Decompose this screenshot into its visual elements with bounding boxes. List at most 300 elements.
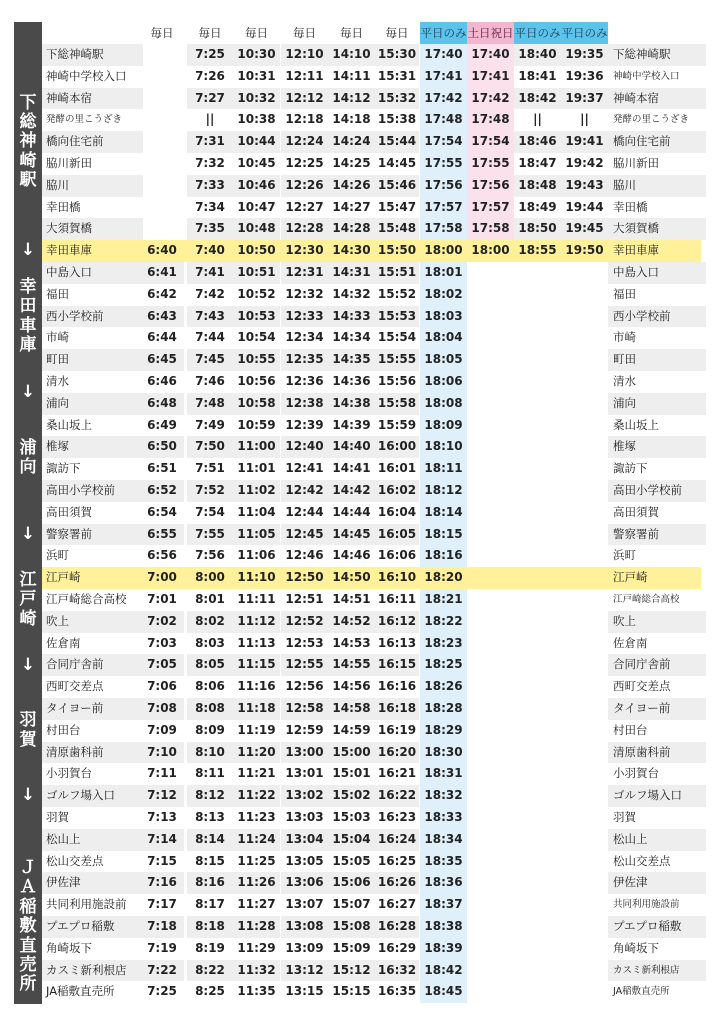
- departure-time: 14:45: [377, 156, 417, 170]
- table-row: [42, 175, 701, 197]
- departure-time: 15:59: [377, 417, 417, 432]
- departure-time: [467, 981, 514, 1003]
- sidebar-label: ↓: [20, 382, 36, 403]
- departure-time: 8:11: [195, 766, 225, 781]
- stop-name: 警察署前: [42, 524, 143, 546]
- table-row: [42, 633, 701, 655]
- departure-time: 7:43: [187, 306, 233, 328]
- departure-time: 19:43: [561, 175, 608, 197]
- departure-time: [467, 676, 514, 698]
- departure-time: 8:10: [187, 742, 233, 764]
- departure-time: 11:02: [233, 480, 280, 502]
- departure-time: [561, 524, 608, 546]
- departure-time: 14:24: [328, 131, 375, 153]
- departure-time: 7:18: [140, 916, 184, 938]
- table-row: [42, 502, 701, 524]
- departure-time: 10:32: [233, 88, 280, 110]
- departure-time: 7:27: [187, 88, 233, 110]
- stop-name: 神崎本宿: [42, 88, 143, 110]
- departure-time: 7:01: [147, 592, 177, 606]
- departure-time: 14:34: [332, 330, 371, 345]
- departure-time: [514, 807, 561, 829]
- stop-name: 高田小学校前: [42, 480, 143, 502]
- departure-time: 17:57: [467, 197, 514, 219]
- departure-time: 19:44: [565, 199, 604, 214]
- departure-time: 16:18: [375, 698, 419, 720]
- departure-time: 11:26: [233, 872, 280, 894]
- departure-time: 18:00: [424, 243, 463, 258]
- departure-time: [514, 371, 561, 393]
- table-row: [42, 981, 701, 1003]
- departure-time: 7:12: [140, 785, 184, 807]
- stop-name: 椎塚: [42, 436, 143, 458]
- departure-time: ||: [580, 112, 589, 127]
- table-row: [42, 960, 701, 982]
- departure-time: 19:45: [561, 218, 608, 240]
- column-header: 毎日: [385, 26, 409, 40]
- column-header: 毎日: [340, 26, 363, 40]
- departure-time: 11:15: [233, 654, 280, 676]
- departure-time: [561, 415, 608, 437]
- sidebar-label: ↓: [20, 523, 36, 544]
- departure-time: 14:50: [332, 570, 371, 585]
- departure-time: 16:15: [375, 654, 419, 676]
- stop-name-right: 角崎坂下: [613, 940, 659, 955]
- departure-time: 11:13: [237, 635, 276, 650]
- departure-time: 12:55: [281, 654, 328, 676]
- departure-time: [514, 262, 561, 284]
- sidebar-label: ↓: [20, 240, 36, 261]
- sidebar-label: 浦 向: [19, 437, 37, 478]
- departure-time: 11:21: [237, 766, 276, 781]
- departure-time: 11:00: [233, 436, 280, 458]
- departure-time: 18:02: [420, 284, 467, 306]
- departure-time: 8:18: [187, 916, 233, 938]
- table-row: [42, 480, 701, 502]
- departure-time: 13:15: [285, 984, 324, 999]
- departure-time: 18:22: [420, 611, 467, 633]
- departure-time: 12:32: [285, 286, 324, 301]
- departure-time: [514, 720, 561, 742]
- departure-time: [467, 611, 514, 633]
- departure-time: [561, 872, 608, 894]
- stop-name: 桑山坂上: [46, 417, 92, 432]
- route-direction-sidebar: [14, 22, 42, 1004]
- table-row: [42, 611, 701, 633]
- departure-time: [140, 66, 184, 88]
- departure-time: 14:51: [332, 592, 371, 606]
- stop-name: 江戸崎総合高校: [46, 592, 127, 606]
- stop-name: 合同庁舎前: [42, 654, 143, 676]
- stop-name-right: 高田小学校前: [608, 480, 706, 502]
- departure-time: 11:04: [237, 504, 276, 519]
- departure-time: 11:27: [237, 897, 276, 912]
- departure-time: 16:25: [377, 853, 417, 868]
- departure-time: 11:32: [233, 960, 280, 982]
- table-row: [42, 327, 701, 349]
- stop-name-right: 合同庁舎前: [608, 654, 706, 676]
- departure-time: [467, 633, 514, 655]
- stop-name-right: 松山交差点: [613, 853, 671, 868]
- departure-time: 17:58: [467, 218, 514, 240]
- stop-name: 江戸崎: [46, 570, 81, 585]
- departure-time: 10:30: [233, 44, 280, 66]
- departure-time: [561, 480, 608, 502]
- departure-time: 10:58: [233, 393, 280, 415]
- departure-time: [514, 938, 561, 960]
- sidebar-label: ↓: [20, 654, 36, 675]
- departure-time: 8:14: [187, 829, 233, 851]
- departure-time: 18:12: [420, 480, 467, 502]
- departure-time: 16:23: [377, 810, 417, 824]
- departure-time: [467, 807, 514, 829]
- departure-time: 7:56: [195, 548, 225, 563]
- departure-time: 13:06: [281, 872, 328, 894]
- departure-time: [467, 785, 514, 807]
- departure-time: [514, 567, 561, 589]
- departure-time: 10:45: [237, 156, 276, 170]
- stop-name: 橋向住宅前: [42, 131, 143, 153]
- departure-time: [467, 720, 514, 742]
- stop-name-right: ゴルフ場入口: [608, 785, 706, 807]
- table-row: [42, 44, 701, 66]
- departure-time: 7:45: [187, 349, 233, 371]
- departure-time: 8:13: [195, 810, 225, 824]
- departure-time: [561, 807, 608, 829]
- departure-time: 7:42: [195, 286, 225, 301]
- departure-time: 15:47: [377, 199, 417, 214]
- departure-time: 10:52: [237, 286, 276, 301]
- stop-name: 福田: [46, 286, 69, 301]
- stop-name-right: 伊佐津: [608, 872, 706, 894]
- stop-name-right: 小羽賀台: [613, 766, 659, 781]
- departure-time: 11:23: [237, 810, 276, 824]
- departure-time: 13:05: [285, 853, 324, 868]
- departure-time: 15:32: [375, 88, 419, 110]
- departure-time: 15:50: [377, 243, 417, 258]
- departure-time: [561, 851, 608, 873]
- departure-time: 14:36: [332, 374, 371, 388]
- departure-time: [561, 567, 608, 589]
- table-row: [42, 916, 701, 938]
- departure-time: 13:00: [281, 742, 328, 764]
- departure-time: [514, 480, 561, 502]
- departure-time: 14:40: [328, 436, 375, 458]
- departure-time: 8:06: [195, 679, 225, 694]
- column-header: 毎日: [293, 26, 316, 40]
- table-row: [42, 371, 701, 393]
- departure-time: 11:12: [233, 611, 280, 633]
- stop-name-right: JA稲敷直売所: [613, 986, 670, 998]
- stop-name-right: 江戸崎総合高校: [613, 594, 680, 605]
- departure-time: [561, 981, 608, 1003]
- departure-time: 6:42: [147, 286, 177, 301]
- departure-time: 13:03: [285, 810, 324, 824]
- departure-time: 14:25: [332, 156, 371, 170]
- table-row: [42, 589, 701, 611]
- departure-time: 15:54: [377, 330, 417, 345]
- stop-name: 共同利用施設前: [46, 897, 127, 912]
- departure-time: 18:16: [420, 545, 467, 567]
- sidebar-label: Ｊ Ａ 稲 敷 直 売 所: [19, 857, 37, 995]
- departure-time: [561, 916, 608, 938]
- departure-time: 7:35: [187, 218, 233, 240]
- table-row: [42, 88, 701, 110]
- departure-time: 16:22: [375, 785, 419, 807]
- departure-time: [140, 197, 184, 219]
- stop-name: 町田: [42, 349, 143, 371]
- departure-time: 7:41: [187, 262, 233, 284]
- departure-time: 10:50: [237, 243, 276, 258]
- departure-time: [467, 502, 514, 524]
- departure-time: 13:08: [281, 916, 328, 938]
- stop-name: 村田台: [46, 722, 81, 737]
- departure-time: 18:29: [420, 720, 467, 742]
- table-row: [42, 545, 701, 567]
- departure-time: 14:32: [332, 286, 371, 301]
- stop-name: 幸田橋: [46, 199, 81, 214]
- departure-time: 16:12: [375, 611, 419, 633]
- departure-time: 12:18: [285, 112, 324, 127]
- table-row: [42, 218, 701, 240]
- departure-time: 18:34: [420, 829, 467, 851]
- departure-time: 15:03: [332, 810, 371, 824]
- departure-time: [514, 415, 561, 437]
- stop-name: 松山上: [42, 829, 143, 851]
- departure-time: 15:15: [332, 984, 371, 999]
- departure-time: [467, 567, 514, 589]
- departure-time: 6:43: [140, 306, 184, 328]
- departure-time: [467, 371, 514, 393]
- departure-time: [514, 894, 561, 916]
- stop-name-right: 神崎中学校入口: [613, 70, 680, 82]
- departure-time: 14:41: [332, 461, 371, 476]
- departure-time: 6:48: [140, 393, 184, 415]
- departure-time: [561, 327, 608, 349]
- departure-time: 7:46: [195, 374, 225, 388]
- departure-time: 11:19: [237, 722, 276, 737]
- stop-name: 吹上: [42, 611, 143, 633]
- departure-time: 14:58: [328, 698, 375, 720]
- departure-time: 12:35: [281, 349, 328, 371]
- table-row: [42, 131, 701, 153]
- departure-time: [467, 654, 514, 676]
- departure-time: 8:09: [195, 722, 225, 737]
- departure-time: 7:14: [140, 829, 184, 851]
- sidebar-label: 下 総 神 崎 駅: [19, 92, 37, 191]
- stop-name-right: 脇川新田: [613, 156, 659, 170]
- departure-time: 17:56: [420, 175, 467, 197]
- table-row: [42, 742, 701, 764]
- departure-time: 18:50: [514, 218, 561, 240]
- departure-time: 11:29: [237, 940, 276, 955]
- departure-time: 18:25: [420, 654, 467, 676]
- departure-time: [140, 218, 184, 240]
- departure-time: [514, 458, 561, 480]
- departure-time: 8:00: [195, 570, 225, 585]
- departure-time: 8:15: [195, 853, 225, 868]
- stop-name: 清原歯科前: [42, 742, 143, 764]
- column-header: 平日のみ: [420, 22, 467, 44]
- departure-time: 11:11: [237, 592, 276, 606]
- departure-time: 8:17: [195, 897, 225, 912]
- stop-name-right: 清水: [613, 374, 636, 388]
- departure-time: [561, 829, 608, 851]
- departure-time: [467, 960, 514, 982]
- departure-time: 18:03: [420, 306, 467, 328]
- departure-time: 8:02: [187, 611, 233, 633]
- departure-time: [140, 88, 184, 110]
- departure-time: 6:49: [147, 417, 177, 432]
- departure-time: 17:57: [420, 197, 467, 219]
- departure-time: 7:13: [147, 810, 177, 824]
- departure-time: 18:31: [420, 763, 467, 785]
- departure-time: 18:10: [420, 436, 467, 458]
- stop-name-right: 松山上: [608, 829, 706, 851]
- departure-time: 18:30: [420, 742, 467, 764]
- departure-time: 6:50: [140, 436, 184, 458]
- table-row: [42, 240, 701, 262]
- departure-time: 17:55: [420, 153, 467, 175]
- departure-time: 18:40: [514, 44, 561, 66]
- departure-time: 8:08: [187, 698, 233, 720]
- departure-time: 12:30: [285, 243, 324, 258]
- departure-time: 13:01: [285, 766, 324, 781]
- departure-time: [514, 349, 561, 371]
- departure-time: 12:27: [285, 199, 324, 214]
- departure-time: 17:41: [467, 66, 514, 88]
- departure-time: 10:55: [233, 349, 280, 371]
- departure-time: 18:32: [420, 785, 467, 807]
- table-row: [42, 393, 701, 415]
- departure-time: 18:42: [514, 88, 561, 110]
- departure-time: 15:01: [332, 766, 371, 781]
- departure-time: 18:26: [420, 676, 467, 698]
- departure-time: 12:28: [281, 218, 328, 240]
- departure-time: [561, 349, 608, 371]
- departure-time: 17:54: [467, 131, 514, 153]
- departure-time: 16:20: [375, 742, 419, 764]
- departure-time: [467, 524, 514, 546]
- departure-time: 15:00: [328, 742, 375, 764]
- departure-time: 14:27: [332, 199, 371, 214]
- stop-name-right: 大須賀橋: [608, 218, 706, 240]
- sidebar-label: 羽 賀: [19, 710, 37, 750]
- departure-time: 14:12: [328, 88, 375, 110]
- column-header: 土日祝日: [467, 22, 514, 44]
- departure-time: 15:07: [332, 897, 371, 912]
- stop-name: 佐倉南: [46, 635, 81, 650]
- departure-time: 10:59: [237, 417, 276, 432]
- departure-time: [514, 763, 561, 785]
- departure-time: 12:25: [285, 156, 324, 170]
- departure-time: 7:25: [187, 44, 233, 66]
- departure-time: 7:08: [140, 698, 184, 720]
- departure-time: 14:55: [328, 654, 375, 676]
- departure-time: 17:40: [467, 44, 514, 66]
- table-row: [42, 458, 701, 480]
- departure-time: 15:31: [377, 68, 417, 83]
- stop-name-right: 幸田車庫: [613, 243, 659, 258]
- table-row: [42, 676, 701, 698]
- departure-time: 18:55: [518, 243, 557, 258]
- stop-name: 諏訪下: [46, 461, 81, 476]
- departure-time: 18:45: [420, 981, 467, 1003]
- departure-time: 16:06: [377, 548, 417, 563]
- stop-name-right: 脇川: [608, 175, 706, 197]
- table-row: [42, 829, 701, 851]
- departure-time: 17:40: [420, 44, 467, 66]
- departure-time: 12:51: [285, 592, 324, 606]
- departure-time: [514, 785, 561, 807]
- departure-time: [514, 654, 561, 676]
- departure-time: 17:42: [467, 88, 514, 110]
- departure-time: 6:44: [147, 330, 177, 345]
- departure-time: [561, 938, 608, 960]
- departure-time: 16:27: [377, 897, 417, 912]
- departure-time: [140, 131, 184, 153]
- departure-time: 8:05: [187, 654, 233, 676]
- table-row: [42, 153, 701, 175]
- table-row: [42, 720, 701, 742]
- departure-time: 7:02: [140, 611, 184, 633]
- departure-time: [561, 393, 608, 415]
- stop-name: 羽賀: [46, 810, 69, 824]
- departure-time: 7:55: [187, 524, 233, 546]
- departure-time: 7:11: [147, 766, 177, 781]
- departure-time: [467, 872, 514, 894]
- departure-time: 6:46: [147, 374, 177, 388]
- departure-time: [514, 436, 561, 458]
- departure-time: 11:06: [237, 548, 276, 563]
- stop-name-right: 警察署前: [608, 524, 706, 546]
- departure-time: 19:37: [561, 88, 608, 110]
- stop-name: 大須賀橋: [42, 218, 143, 240]
- departure-time: 7:49: [195, 417, 225, 432]
- departure-time: 15:02: [328, 785, 375, 807]
- stop-name-right: 町田: [608, 349, 706, 371]
- departure-time: [467, 436, 514, 458]
- departure-time: 10:51: [233, 262, 280, 284]
- stop-name: 脇川: [42, 175, 143, 197]
- departure-time: [467, 763, 514, 785]
- stop-name-right: 共同利用施設前: [613, 899, 680, 911]
- departure-time: 15:44: [375, 131, 419, 153]
- departure-time: [561, 698, 608, 720]
- departure-time: 8:19: [195, 940, 225, 955]
- departure-time: 18:41: [518, 68, 557, 83]
- departure-time: 14:31: [328, 262, 375, 284]
- stop-name: 浜町: [46, 548, 69, 563]
- stop-name-right: 高田須賀: [613, 504, 659, 519]
- departure-time: [467, 415, 514, 437]
- departure-time: [561, 785, 608, 807]
- departure-time: 7:16: [140, 872, 184, 894]
- departure-time: 7:51: [195, 461, 225, 476]
- departure-time: 10:53: [233, 306, 280, 328]
- table-row: [42, 807, 701, 829]
- departure-time: 18:23: [420, 633, 467, 655]
- stop-name: ゴルフ場入口: [42, 785, 143, 807]
- stop-name: 高田須賀: [46, 504, 92, 519]
- stop-name: タイヨー前: [42, 698, 143, 720]
- stop-name-right: プエプロ稲敷: [608, 916, 706, 938]
- departure-time: [561, 633, 608, 655]
- column-header: 毎日: [198, 26, 222, 40]
- departure-time: 12:26: [281, 175, 328, 197]
- departure-time: [467, 851, 514, 873]
- table-row: [42, 415, 701, 437]
